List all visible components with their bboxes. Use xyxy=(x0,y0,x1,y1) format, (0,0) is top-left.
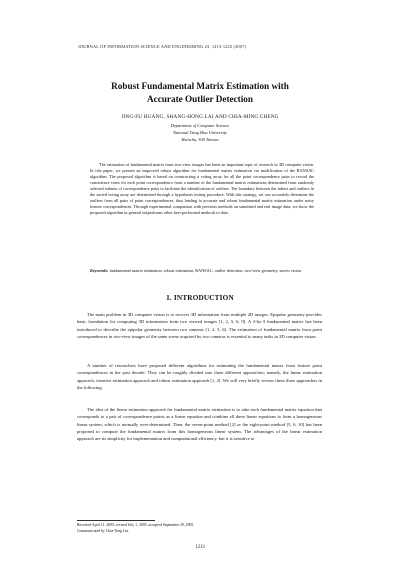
affiliation-department: Department of Computer Science xyxy=(170,123,230,128)
paragraph-2: A number of researchers have proposed different algorithms for estimating the fundamental matrix from feature point correspondences in the past decade. They can be roughly divided into three different approaches; namely, the linear estimation approach, iterative estimation approach and robust estimation approach [1, 2]. We will very briefly review these three approaches in the following. xyxy=(77,363,322,390)
author-list: JING-FU HUANG, SHANG-HONG LAI AND CHIA-MING CHENG xyxy=(121,114,279,120)
page-number: 1213 xyxy=(195,545,205,550)
footnote-divider xyxy=(77,520,155,521)
keywords-label: Keywords: xyxy=(90,268,109,273)
keywords-text: fundamental matrix estimation, robust estimation, RANSAC, outlier detection, two-view geometry, stereo vision xyxy=(109,268,302,273)
footnote-communicated: Communicated by Chia-Tang Lin. xyxy=(77,529,130,533)
paper-title xyxy=(60,80,340,105)
abstract: The estimation of fundamental matrix from two-view images has been an important topic of research in 3D computer vision. In this paper, we present an improved robust algorithm for fundamental matrix estimation via modification of the RANSAC algorithm. The proposed algorithm is based on constructing a voting array for all the point correspondence pairs to record the consistence votes for each point correspondence from a number of the fundamental matrix estimations determined from randomly selected subsets of correspondence pairs to facilitate the identification of outliers. The boundary between the inliers and outliers in the sorted voting array are determined through a hypothesis testing procedure. With this strategy, we can accurately determine the outliers from all pairs of point correspondences, thus leading to accurate and robust fundamental matrix estimation under noisy feature correspondences. Through experimental comparison with previous methods on simulated and real image data, we show the proposed algorithm in general outperforms other best-performed methods to date. xyxy=(90,162,314,215)
section-heading: 1. INTRODUCTION xyxy=(166,294,234,302)
affiliation-university: National Tsing Hua University xyxy=(173,130,227,135)
title-line-1: Robust Fundamental Matrix Estimation with xyxy=(111,81,289,91)
keywords xyxy=(90,268,314,274)
paragraph-3: The idea of the linear estimation approach for fundamental matrix estimation is to take each fundamental matrix equation that corresponds to a pair of correspondence points as a linear equation and combine all these linear equations to form a homogeneous linear system, which is normally over-determined. Then, the seven-point method [2] or the eight-point method [5, 6, 10] has been proposed to compute the fundamental matrix from this homogeneous linear system. The advantages of the linear estimation approach are its simplicity for implementation and computational efficiency, but it is sensitive to xyxy=(77,407,322,442)
paragraph-1: The main problem in 3D computer vision is to recover 3D information from multiple 2D images. Epipolar geometry provides basic foundation for computing 3D information from two viewed images [1, 2, 5, 6, 9]. A 3-by-3 fundamental matrix has been introduced to describe the epipolar geometry between two cameras [1, 2, 5, 6]. The estimation of fundamental matrix from point correspondences in two-view images of the same scene acquired by two cameras is essential to many tasks in 3D computer vision. xyxy=(77,312,322,339)
title-line-2: Accurate Outlier Detection xyxy=(147,93,253,104)
affiliation-city: Hsinchu, 300 Taiwan xyxy=(181,137,219,142)
footnote-received: Received April 11, 2005; revised July 1, 2005; accepted September 29, 2005. xyxy=(77,523,195,527)
running-head: JOURNAL OF INFORMATION SCIENCE AND ENGINEERING 23, 1213-1225 (2007) xyxy=(78,44,247,49)
